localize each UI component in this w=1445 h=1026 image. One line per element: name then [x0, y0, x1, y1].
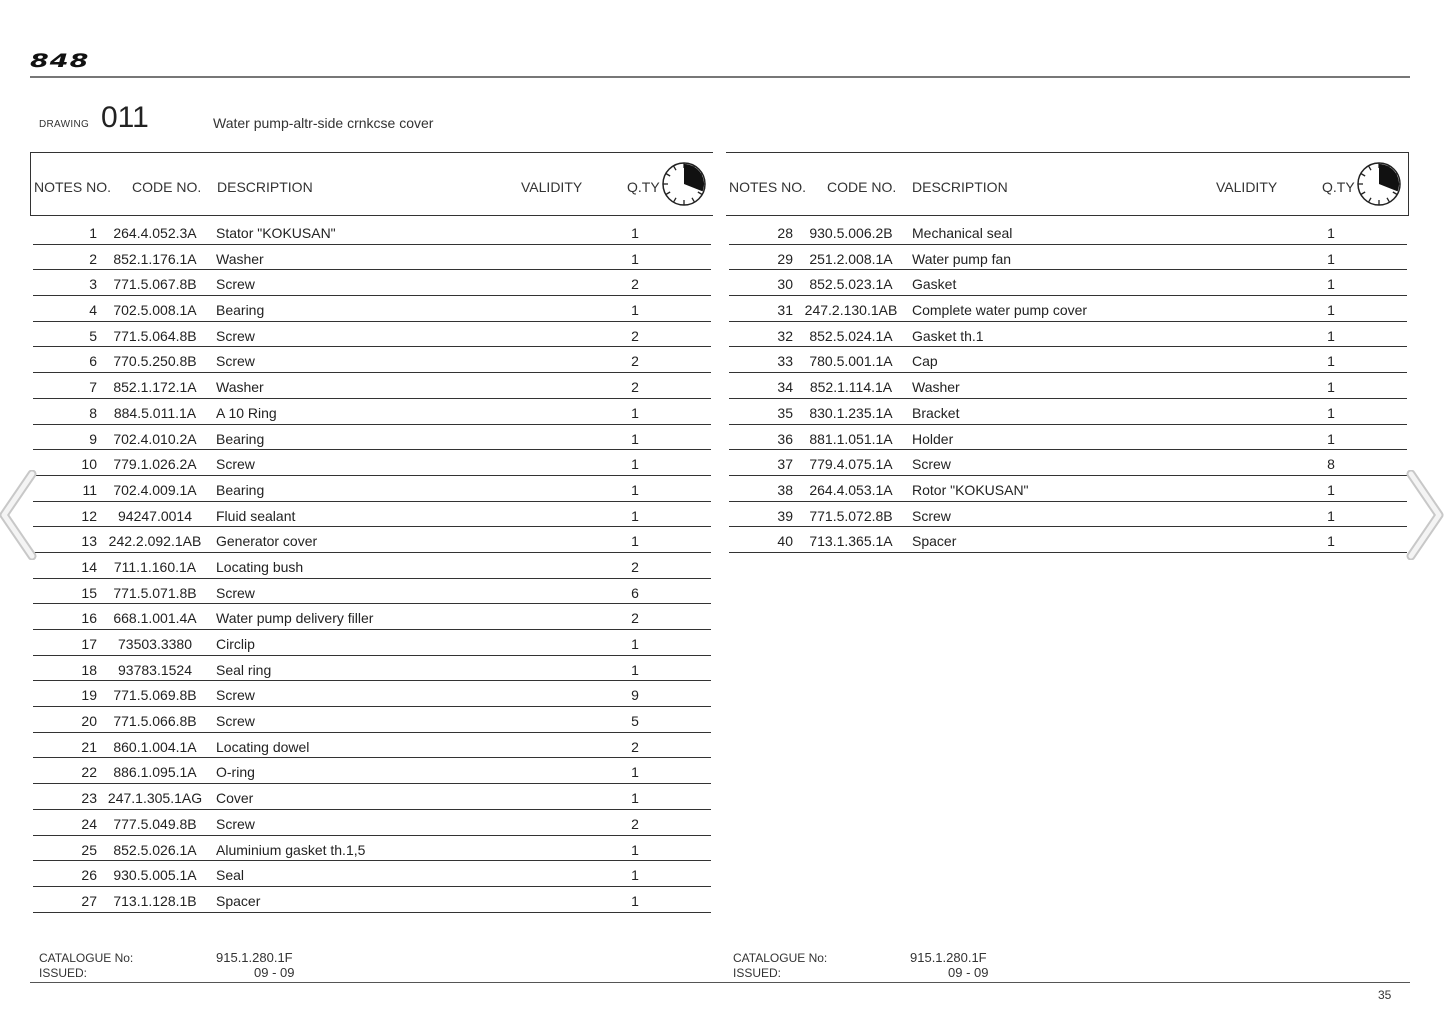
- code-number: 852.1.176.1A: [113, 250, 197, 267]
- part-description: Locating dowel: [216, 738, 310, 755]
- code-number: 886.1.095.1A: [113, 764, 197, 781]
- qty-clock-icon: [1355, 160, 1403, 208]
- table-row: [729, 476, 1407, 502]
- table-row: [33, 707, 711, 733]
- table-row: [33, 681, 711, 707]
- part-description: Bracket: [912, 404, 960, 421]
- quantity: 2: [631, 379, 639, 396]
- table-row: [729, 373, 1407, 399]
- catalogue-label: CATALOGUE No:: [39, 951, 134, 965]
- table-row: [729, 399, 1407, 425]
- part-number: 38: [777, 481, 793, 498]
- part-number: 36: [777, 430, 793, 447]
- code-number: 251.2.008.1A: [809, 250, 893, 267]
- drawing-label: DRAWING: [39, 119, 90, 130]
- quantity: 1: [1327, 353, 1335, 370]
- quantity: 1: [631, 533, 639, 550]
- part-number: 33: [777, 353, 793, 370]
- code-number: 668.1.001.4A: [113, 610, 197, 627]
- table-row: [33, 861, 711, 887]
- catalogue-number: 915.1.280.1F: [910, 950, 987, 965]
- quantity: 1: [631, 764, 639, 781]
- part-number: 9: [89, 430, 97, 447]
- part-number: 39: [777, 507, 793, 524]
- part-description: Bearing: [216, 481, 265, 498]
- quantity: 6: [631, 584, 639, 601]
- col-description-header: DESCRIPTION: [217, 179, 313, 195]
- table-row: [33, 887, 711, 913]
- table-row: [729, 450, 1407, 476]
- part-number: 22: [81, 764, 97, 781]
- table-row: [729, 270, 1407, 296]
- part-description: Cap: [912, 353, 938, 370]
- bottom-rule: [30, 982, 1410, 983]
- code-number: 771.5.066.8B: [113, 713, 197, 730]
- table-row: [729, 425, 1407, 451]
- issued-label: ISSUED:: [733, 966, 782, 980]
- code-number: 247.1.305.1AG: [107, 790, 203, 807]
- part-description: Water pump delivery filler: [216, 610, 374, 627]
- part-number: 18: [81, 661, 97, 678]
- part-number: 37: [777, 456, 793, 473]
- part-description: Screw: [216, 687, 255, 704]
- table-row: [33, 373, 711, 399]
- table-row: [33, 270, 711, 296]
- part-number: 17: [81, 636, 97, 652]
- chevron-right-icon: [1405, 470, 1445, 560]
- table-row: [33, 347, 711, 373]
- quantity: 1: [631, 892, 639, 909]
- table-row: [33, 502, 711, 528]
- part-description: Spacer: [216, 892, 261, 909]
- quantity: 9: [631, 687, 639, 704]
- code-number: 94247.0014: [118, 507, 192, 524]
- part-description: Bearing: [216, 302, 265, 319]
- part-description: Rotor "KOKUSAN": [912, 481, 1029, 498]
- part-description: Screw: [216, 584, 255, 601]
- part-description: Screw: [216, 713, 255, 730]
- table-header: [30, 152, 713, 216]
- part-number: 19: [81, 687, 97, 704]
- part-description: Gasket: [912, 276, 957, 293]
- code-number: 771.5.069.8B: [113, 687, 197, 704]
- table-row: [729, 322, 1407, 348]
- code-number: 780.5.001.1A: [809, 353, 893, 370]
- catalogue-number: 915.1.280.1F: [216, 950, 293, 965]
- quantity: 1: [1327, 250, 1335, 267]
- quantity: 1: [631, 636, 639, 652]
- col-notes-header: NOTES NO.: [729, 179, 807, 195]
- code-number: 264.4.053.1A: [809, 481, 893, 498]
- drawing-title: Water pump-altr-side crnkcse cover: [213, 115, 434, 131]
- part-description: Screw: [216, 276, 255, 293]
- part-number: 4: [89, 302, 97, 319]
- code-number: 264.4.052.3A: [113, 225, 197, 241]
- quantity: 1: [631, 481, 639, 498]
- quantity: 2: [631, 327, 639, 344]
- part-number: 24: [81, 815, 97, 832]
- table-row: [729, 527, 1407, 553]
- table-row: [729, 296, 1407, 322]
- part-number: 8: [89, 404, 97, 421]
- quantity: 1: [631, 841, 639, 858]
- code-number: 852.5.024.1A: [809, 327, 893, 344]
- quantity: 1: [1327, 430, 1335, 447]
- quantity: 1: [631, 430, 639, 447]
- table-row: [33, 758, 711, 784]
- part-number: 2: [89, 250, 97, 267]
- quantity: 1: [631, 302, 639, 319]
- part-number: 25: [81, 841, 97, 858]
- table-row: [33, 810, 711, 836]
- quantity: 1: [631, 456, 639, 473]
- part-description: Mechanical seal: [912, 225, 1013, 241]
- table-row: [33, 219, 711, 245]
- table-row: [33, 784, 711, 810]
- quantity: 2: [631, 353, 639, 370]
- code-number: 930.5.006.2B: [809, 225, 893, 241]
- parts-table-left: [30, 152, 713, 913]
- table-body: [30, 219, 713, 913]
- table-row: [33, 245, 711, 271]
- part-number: 15: [81, 584, 97, 601]
- issued-label: ISSUED:: [39, 966, 88, 980]
- code-number: 852.5.026.1A: [113, 841, 197, 858]
- part-description: Screw: [216, 456, 255, 473]
- table-row: [33, 476, 711, 502]
- part-number: 40: [777, 533, 793, 550]
- previous-page-button[interactable]: [0, 470, 40, 560]
- quantity: 8: [1327, 456, 1335, 473]
- part-number: 26: [81, 867, 97, 884]
- code-number: 852.1.172.1A: [113, 379, 197, 396]
- part-description: Screw: [216, 353, 255, 370]
- part-number: 1: [89, 225, 97, 241]
- drawing-number: 011: [101, 101, 149, 134]
- part-description: Fluid sealant: [216, 507, 296, 524]
- brand-logo: 848: [30, 50, 90, 72]
- parts-table-right: [726, 152, 1409, 553]
- col-code-header: CODE NO.: [132, 179, 202, 195]
- quantity: 2: [631, 276, 639, 293]
- part-description: Stator "KOKUSAN": [216, 225, 336, 241]
- code-number: 73503.3380: [118, 636, 192, 652]
- col-qty-header: Q.TY: [627, 179, 660, 195]
- quantity: 1: [631, 661, 639, 678]
- quantity: 1: [631, 790, 639, 807]
- part-description: Holder: [912, 430, 954, 447]
- quantity: 2: [631, 738, 639, 755]
- code-number: 881.1.051.1A: [809, 430, 893, 447]
- table-row: [729, 219, 1407, 245]
- part-number: 32: [777, 327, 793, 344]
- part-description: Screw: [912, 507, 951, 524]
- part-number: 13: [81, 533, 97, 550]
- col-description-header: DESCRIPTION: [912, 179, 1008, 195]
- col-notes-header: NOTES NO.: [34, 179, 112, 195]
- table-row: [33, 836, 711, 862]
- part-description: Circlip: [216, 636, 255, 652]
- part-description: Water pump fan: [912, 250, 1012, 267]
- part-number: 5: [89, 327, 97, 344]
- part-number: 27: [81, 892, 97, 909]
- issued-date: 09 - 09: [948, 965, 989, 980]
- code-number: 930.5.005.1A: [113, 867, 197, 884]
- part-description: Seal: [216, 867, 245, 884]
- top-rule: [30, 76, 1410, 78]
- table-header: [726, 152, 1409, 216]
- code-number: 713.1.365.1A: [809, 533, 893, 550]
- part-description: Washer: [216, 250, 264, 267]
- table-row: [33, 656, 711, 682]
- code-number: 884.5.011.1A: [113, 404, 197, 421]
- quantity: 1: [631, 867, 639, 884]
- code-number: 771.5.071.8B: [113, 584, 197, 601]
- col-qty-header: Q.TY: [1322, 179, 1355, 195]
- table-row: [33, 296, 711, 322]
- part-description: Seal ring: [216, 661, 272, 678]
- code-number: 779.4.075.1A: [809, 456, 893, 473]
- col-validity-header: VALIDITY: [1216, 179, 1278, 195]
- table-row: [33, 425, 711, 451]
- table-row: [33, 450, 711, 476]
- code-number: 702.4.009.1A: [113, 481, 197, 498]
- code-number: 702.5.008.1A: [113, 302, 197, 319]
- code-number: 770.5.250.8B: [113, 353, 197, 370]
- part-number: 21: [81, 738, 97, 755]
- code-number: 702.4.010.2A: [113, 430, 197, 447]
- part-description: Screw: [912, 456, 951, 473]
- code-number: 711.1.160.1A: [113, 558, 197, 575]
- part-number: 7: [89, 379, 97, 396]
- part-number: 11: [82, 481, 97, 498]
- next-page-button[interactable]: [1405, 470, 1445, 560]
- quantity: 1: [1327, 379, 1335, 396]
- code-number: 852.1.114.1A: [809, 379, 893, 396]
- code-number: 713.1.128.1B: [113, 892, 197, 909]
- quantity: 1: [1327, 533, 1335, 550]
- part-description: Locating bush: [216, 558, 304, 575]
- quantity: 2: [631, 815, 639, 832]
- table-row: [33, 553, 711, 579]
- part-description: Aluminium gasket th.1,5: [216, 841, 366, 858]
- part-description: Screw: [216, 327, 255, 344]
- quantity: 1: [631, 250, 639, 267]
- part-number: 28: [777, 225, 793, 241]
- table-row: [33, 733, 711, 759]
- part-number: 20: [81, 713, 97, 730]
- code-number: 242.2.092.1AB: [108, 533, 202, 550]
- part-number: 3: [89, 276, 97, 293]
- page-number: 35: [1378, 988, 1392, 1002]
- code-number: 777.5.049.8B: [113, 815, 197, 832]
- quantity: 1: [631, 507, 639, 524]
- code-number: 852.5.023.1A: [809, 276, 893, 293]
- part-description: Washer: [912, 379, 960, 396]
- quantity: 1: [1327, 404, 1335, 421]
- code-number: 247.2.130.1AB: [804, 302, 898, 319]
- part-number: 29: [777, 250, 793, 267]
- col-validity-header: VALIDITY: [521, 179, 583, 195]
- table-row: [729, 245, 1407, 271]
- part-number: 23: [81, 790, 97, 807]
- table-row: [33, 527, 711, 553]
- part-number: 34: [777, 379, 793, 396]
- quantity: 5: [631, 713, 639, 730]
- table-body: [726, 219, 1409, 553]
- part-description: Washer: [216, 379, 264, 396]
- part-description: Gasket th.1: [912, 327, 984, 344]
- part-description: Generator cover: [216, 533, 318, 550]
- part-number: 30: [777, 276, 793, 293]
- table-row: [33, 322, 711, 348]
- code-number: 779.1.026.2A: [113, 456, 197, 473]
- quantity: 2: [631, 610, 639, 627]
- col-code-header: CODE NO.: [827, 179, 897, 195]
- quantity: 1: [631, 404, 639, 421]
- code-number: 830.1.235.1A: [809, 404, 893, 421]
- quantity: 1: [1327, 507, 1335, 524]
- part-number: 35: [777, 404, 793, 421]
- code-number: 771.5.064.8B: [113, 327, 197, 344]
- quantity: 1: [1327, 225, 1335, 241]
- part-description: Cover: [216, 790, 254, 807]
- code-number: 860.1.004.1A: [113, 738, 197, 755]
- quantity: 1: [1327, 276, 1335, 293]
- catalogue-label: CATALOGUE No:: [733, 951, 828, 965]
- table-row: [33, 579, 711, 605]
- part-number: 14: [81, 558, 97, 575]
- part-number: 31: [777, 302, 793, 319]
- part-number: 12: [81, 507, 97, 524]
- part-number: 10: [81, 456, 97, 473]
- part-number: 16: [81, 610, 97, 627]
- part-description: Screw: [216, 815, 255, 832]
- part-description: A 10 Ring: [216, 404, 277, 421]
- part-number: 6: [89, 353, 97, 370]
- part-description: Bearing: [216, 430, 265, 447]
- issued-date: 09 - 09: [254, 965, 295, 980]
- part-description: Spacer: [912, 533, 957, 550]
- table-row: [33, 630, 711, 656]
- code-number: 771.5.072.8B: [809, 507, 893, 524]
- chevron-left-icon: [0, 470, 40, 560]
- table-row: [33, 399, 711, 425]
- quantity: 1: [1327, 481, 1335, 498]
- table-row: [33, 604, 711, 630]
- quantity: 2: [631, 558, 639, 575]
- code-number: 771.5.067.8B: [113, 276, 197, 293]
- quantity: 1: [631, 225, 639, 241]
- part-description: Complete water pump cover: [912, 302, 1088, 319]
- code-number: 93783.1524: [118, 661, 192, 678]
- qty-clock-icon: [660, 160, 708, 208]
- quantity: 1: [1327, 327, 1335, 344]
- part-description: O-ring: [216, 764, 255, 781]
- table-row: [729, 502, 1407, 528]
- quantity: 1: [1327, 302, 1335, 319]
- table-row: [729, 347, 1407, 373]
